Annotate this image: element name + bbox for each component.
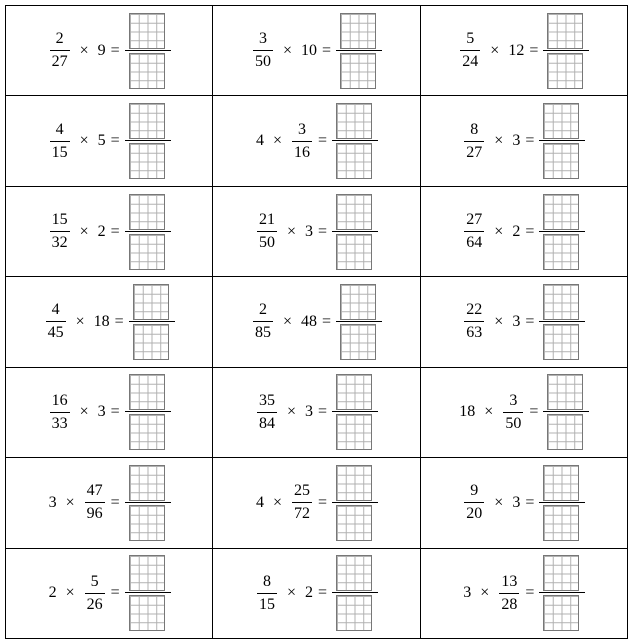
problem-cell xyxy=(213,548,420,638)
numerator: 5 xyxy=(90,572,99,590)
answer-fraction-bar xyxy=(336,321,382,322)
fraction xyxy=(257,212,277,251)
denominator: 15 xyxy=(51,143,68,161)
whole-number: 2 xyxy=(304,584,313,602)
problem-cell xyxy=(213,367,420,457)
problem xyxy=(213,6,419,95)
problem-cell xyxy=(6,367,213,457)
answer-numerator-box[interactable] xyxy=(336,374,372,410)
times-sign: × xyxy=(480,584,490,602)
answer-denominator-box[interactable] xyxy=(129,595,165,631)
expression xyxy=(462,101,585,181)
answer-fraction-bar xyxy=(332,411,378,412)
problem xyxy=(213,368,419,457)
whole-number: 10 xyxy=(300,41,317,59)
equals-sign: = xyxy=(529,41,539,59)
denominator: 28 xyxy=(501,595,518,613)
expression xyxy=(462,282,585,362)
expression xyxy=(462,192,585,272)
fraction xyxy=(85,483,105,522)
answer-fraction xyxy=(332,192,378,272)
whole-number: 3 xyxy=(512,132,521,150)
numerator: 4 xyxy=(51,301,60,319)
denominator: 20 xyxy=(466,505,483,523)
answer-numerator-box[interactable] xyxy=(543,284,579,320)
denominator: 16 xyxy=(293,143,310,161)
numerator: 4 xyxy=(55,120,64,138)
problem-cell xyxy=(213,277,420,367)
whole-number: 9 xyxy=(97,41,106,59)
answer-fraction-bar xyxy=(332,140,378,141)
expression xyxy=(48,553,171,633)
whole-number: 3 xyxy=(463,584,472,602)
answer-fraction-bar xyxy=(332,502,378,503)
problem-cell xyxy=(6,186,213,276)
answer-fraction-bar xyxy=(539,502,585,503)
whole-number: 4 xyxy=(255,493,264,511)
fraction xyxy=(253,31,273,70)
times-sign: × xyxy=(286,584,296,602)
numerator: 9 xyxy=(470,482,479,500)
equals-sign: = xyxy=(525,222,535,240)
equals-sign: = xyxy=(114,312,124,330)
answer-fraction-bar xyxy=(332,231,378,232)
answer-denominator-box[interactable] xyxy=(336,414,372,450)
numerator: 27 xyxy=(466,211,483,229)
equals-sign: = xyxy=(525,132,535,150)
fraction xyxy=(464,122,484,161)
problem xyxy=(213,549,419,638)
answer-numerator-box[interactable] xyxy=(543,194,579,230)
expression xyxy=(48,463,171,543)
fraction xyxy=(503,393,523,432)
problem-cell xyxy=(420,186,627,276)
answer-numerator-box[interactable] xyxy=(129,103,165,139)
times-sign: × xyxy=(75,312,85,330)
answer-denominator-box[interactable] xyxy=(336,505,372,541)
answer-fraction-bar xyxy=(125,502,171,503)
answer-denominator-box[interactable] xyxy=(129,505,165,541)
times-sign: × xyxy=(79,41,89,59)
answer-fraction-bar xyxy=(129,321,175,322)
answer-fraction-bar xyxy=(539,321,585,322)
answer-denominator-box[interactable] xyxy=(129,143,165,179)
problem xyxy=(421,96,627,185)
answer-numerator-box[interactable] xyxy=(340,284,376,320)
answer-denominator-box[interactable] xyxy=(129,234,165,270)
answer-denominator-box[interactable] xyxy=(336,143,372,179)
answer-fraction xyxy=(539,192,585,272)
denominator: 96 xyxy=(86,505,103,523)
worksheet-body xyxy=(6,6,628,639)
answer-fraction-bar xyxy=(336,50,382,51)
answer-fraction-bar xyxy=(539,231,585,232)
denominator: 84 xyxy=(258,414,275,432)
equals-sign: = xyxy=(525,584,535,602)
denominator: 72 xyxy=(293,505,310,523)
answer-numerator-box[interactable] xyxy=(543,465,579,501)
problem xyxy=(6,96,212,185)
problem-cell xyxy=(213,458,420,548)
expression xyxy=(48,192,171,272)
problem xyxy=(6,187,212,276)
denominator: 50 xyxy=(505,414,522,432)
equals-sign: = xyxy=(110,403,120,421)
problem xyxy=(6,6,212,95)
times-sign: × xyxy=(272,493,282,511)
problem xyxy=(6,458,212,547)
numerator: 8 xyxy=(262,572,271,590)
times-sign: × xyxy=(494,493,504,511)
answer-fraction-bar xyxy=(125,50,171,51)
whole-number: 12 xyxy=(508,41,525,59)
equals-sign: = xyxy=(317,132,328,150)
whole-number: 3 xyxy=(97,403,106,421)
problem-row xyxy=(6,186,628,276)
expression xyxy=(255,463,378,543)
fraction xyxy=(253,302,273,341)
equals-sign: = xyxy=(321,41,332,59)
problem-cell xyxy=(420,458,627,548)
whole-number: 18 xyxy=(459,403,476,421)
denominator: 63 xyxy=(466,324,483,342)
expression xyxy=(251,11,382,91)
problem-row xyxy=(6,6,628,96)
answer-fraction xyxy=(539,101,585,181)
times-sign: × xyxy=(484,403,494,421)
numerator: 3 xyxy=(297,120,306,138)
fraction xyxy=(85,574,105,613)
numerator: 25 xyxy=(293,482,310,500)
answer-fraction xyxy=(336,11,382,91)
answer-denominator-box[interactable] xyxy=(340,53,376,89)
answer-fraction xyxy=(332,101,378,181)
whole-number: 3 xyxy=(512,493,521,511)
fraction xyxy=(50,393,70,432)
expression xyxy=(255,372,378,452)
times-sign: × xyxy=(286,222,296,240)
answer-denominator-box[interactable] xyxy=(133,324,169,360)
times-sign: × xyxy=(65,584,75,602)
answer-denominator-box[interactable] xyxy=(340,324,376,360)
answer-numerator-box[interactable] xyxy=(547,374,583,410)
problem-cell xyxy=(420,96,627,186)
fraction xyxy=(50,212,70,251)
answer-numerator-box[interactable] xyxy=(336,465,372,501)
answer-numerator-box[interactable] xyxy=(129,555,165,591)
expression xyxy=(255,192,378,272)
equals-sign: = xyxy=(525,493,535,511)
answer-fraction-bar xyxy=(543,411,589,412)
expression xyxy=(458,11,589,91)
times-sign: × xyxy=(79,222,89,240)
equals-sign: = xyxy=(110,222,120,240)
equals-sign: = xyxy=(317,493,328,511)
answer-numerator-box[interactable] xyxy=(129,465,165,501)
whole-number: 5 xyxy=(97,132,106,150)
answer-denominator-box[interactable] xyxy=(129,53,165,89)
problem xyxy=(421,368,627,457)
answer-denominator-box[interactable] xyxy=(543,324,579,360)
equals-sign: = xyxy=(525,312,535,330)
answer-numerator-box[interactable] xyxy=(336,194,372,230)
equals-sign: = xyxy=(321,312,332,330)
answer-fraction xyxy=(125,463,171,543)
problem-row xyxy=(6,548,628,638)
problem-row xyxy=(6,367,628,457)
answer-denominator-box[interactable] xyxy=(543,143,579,179)
answer-numerator-box[interactable] xyxy=(340,13,376,49)
problem-cell xyxy=(213,186,420,276)
answer-fraction xyxy=(125,553,171,633)
expression xyxy=(251,282,382,362)
answer-fraction xyxy=(125,192,171,272)
answer-fraction xyxy=(125,101,171,181)
answer-numerator-box[interactable] xyxy=(129,13,165,49)
times-sign: × xyxy=(286,403,296,421)
problem xyxy=(421,277,627,366)
problem-cell xyxy=(6,6,213,96)
answer-fraction xyxy=(332,372,378,452)
answer-fraction xyxy=(332,553,378,633)
numerator: 8 xyxy=(470,120,479,138)
problem xyxy=(6,277,212,366)
numerator: 47 xyxy=(86,482,103,500)
fraction xyxy=(257,393,277,432)
equals-sign: = xyxy=(529,403,539,421)
whole-number: 4 xyxy=(255,132,264,150)
whole-number: 3 xyxy=(48,493,57,511)
numerator: 5 xyxy=(466,30,475,48)
answer-numerator-box[interactable] xyxy=(547,13,583,49)
problem xyxy=(213,96,419,185)
fraction xyxy=(464,302,484,341)
answer-fraction-bar xyxy=(332,592,378,593)
numerator: 21 xyxy=(258,211,275,229)
fraction xyxy=(460,31,480,70)
problem-row xyxy=(6,458,628,548)
problem xyxy=(421,6,627,95)
answer-fraction-bar xyxy=(539,592,585,593)
fraction xyxy=(499,574,519,613)
answer-denominator-box[interactable] xyxy=(547,414,583,450)
worksheet-table xyxy=(5,5,628,639)
problem xyxy=(421,458,627,547)
denominator: 85 xyxy=(254,324,271,342)
problem xyxy=(213,458,419,547)
expression xyxy=(458,372,589,452)
problem-cell xyxy=(420,6,627,96)
denominator: 15 xyxy=(258,595,275,613)
expression xyxy=(44,282,175,362)
expression xyxy=(48,372,171,452)
answer-denominator-box[interactable] xyxy=(543,595,579,631)
numerator: 35 xyxy=(258,391,275,409)
times-sign: × xyxy=(494,132,504,150)
denominator: 26 xyxy=(86,595,103,613)
equals-sign: = xyxy=(110,41,120,59)
answer-denominator-box[interactable] xyxy=(543,505,579,541)
denominator: 33 xyxy=(51,414,68,432)
answer-denominator-box[interactable] xyxy=(547,53,583,89)
fraction xyxy=(464,212,484,251)
problem-cell xyxy=(6,96,213,186)
problem xyxy=(6,368,212,457)
whole-number: 3 xyxy=(304,222,313,240)
equals-sign: = xyxy=(110,132,120,150)
fraction xyxy=(50,31,70,70)
answer-numerator-box[interactable] xyxy=(336,103,372,139)
problem xyxy=(6,549,212,638)
answer-fraction xyxy=(539,282,585,362)
fraction xyxy=(292,122,312,161)
times-sign: × xyxy=(494,222,504,240)
answer-numerator-box[interactable] xyxy=(129,374,165,410)
times-sign: × xyxy=(272,132,282,150)
problem-row xyxy=(6,277,628,367)
expression xyxy=(255,101,378,181)
problem-row xyxy=(6,96,628,186)
answer-fraction xyxy=(539,553,585,633)
answer-fraction-bar xyxy=(125,231,171,232)
numerator: 16 xyxy=(51,391,68,409)
numerator: 13 xyxy=(501,572,518,590)
whole-number: 3 xyxy=(512,312,521,330)
problem-cell xyxy=(6,277,213,367)
answer-denominator-box[interactable] xyxy=(129,414,165,450)
fraction xyxy=(292,483,312,522)
numerator: 2 xyxy=(55,30,64,48)
times-sign: × xyxy=(282,312,292,330)
problem-cell xyxy=(213,96,420,186)
denominator: 64 xyxy=(466,234,483,252)
whole-number: 48 xyxy=(300,312,317,330)
expression xyxy=(255,553,378,633)
fraction xyxy=(257,574,277,613)
problem-cell xyxy=(420,277,627,367)
times-sign: × xyxy=(282,41,292,59)
equals-sign: = xyxy=(110,493,120,511)
problem-cell xyxy=(420,367,627,457)
answer-fraction xyxy=(125,11,171,91)
fraction xyxy=(464,483,484,522)
answer-numerator-box[interactable] xyxy=(336,555,372,591)
whole-number: 18 xyxy=(93,312,110,330)
answer-fraction xyxy=(336,282,382,362)
answer-fraction-bar xyxy=(125,592,171,593)
numerator: 22 xyxy=(466,301,483,319)
answer-numerator-box[interactable] xyxy=(543,103,579,139)
expression xyxy=(48,11,171,91)
problem xyxy=(213,277,419,366)
denominator: 50 xyxy=(258,234,275,252)
answer-fraction xyxy=(125,372,171,452)
whole-number: 2 xyxy=(97,222,106,240)
times-sign: × xyxy=(65,493,75,511)
answer-fraction xyxy=(129,282,175,362)
numerator: 15 xyxy=(51,211,68,229)
fraction xyxy=(46,302,66,341)
problem-cell xyxy=(420,548,627,638)
expression xyxy=(462,463,585,543)
numerator: 3 xyxy=(509,391,518,409)
answer-fraction-bar xyxy=(125,140,171,141)
answer-fraction xyxy=(539,463,585,543)
denominator: 50 xyxy=(254,53,271,71)
answer-fraction xyxy=(543,372,589,452)
times-sign: × xyxy=(79,132,89,150)
times-sign: × xyxy=(490,41,500,59)
expression xyxy=(48,101,171,181)
equals-sign: = xyxy=(317,584,328,602)
answer-fraction-bar xyxy=(543,50,589,51)
denominator: 32 xyxy=(51,234,68,252)
whole-number: 2 xyxy=(48,584,57,602)
numerator: 2 xyxy=(258,301,267,319)
equals-sign: = xyxy=(110,584,120,602)
numerator: 3 xyxy=(258,30,267,48)
whole-number: 2 xyxy=(512,222,521,240)
denominator: 24 xyxy=(462,53,479,71)
answer-denominator-box[interactable] xyxy=(543,234,579,270)
denominator: 27 xyxy=(466,143,483,161)
fraction xyxy=(50,122,70,161)
answer-denominator-box[interactable] xyxy=(336,234,372,270)
problem xyxy=(213,187,419,276)
times-sign: × xyxy=(494,312,504,330)
answer-fraction xyxy=(543,11,589,91)
whole-number: 3 xyxy=(304,403,313,421)
answer-fraction xyxy=(332,463,378,543)
times-sign: × xyxy=(79,403,89,421)
answer-fraction-bar xyxy=(539,140,585,141)
denominator: 27 xyxy=(51,53,68,71)
problem xyxy=(421,549,627,638)
answer-numerator-box[interactable] xyxy=(133,284,169,320)
answer-denominator-box[interactable] xyxy=(336,595,372,631)
equals-sign: = xyxy=(317,403,328,421)
answer-numerator-box[interactable] xyxy=(543,555,579,591)
problem-cell xyxy=(6,458,213,548)
problem xyxy=(421,187,627,276)
denominator: 45 xyxy=(47,324,64,342)
problem-cell xyxy=(213,6,420,96)
problem-cell xyxy=(6,548,213,638)
equals-sign: = xyxy=(317,222,328,240)
answer-fraction-bar xyxy=(125,411,171,412)
answer-numerator-box[interactable] xyxy=(129,194,165,230)
expression xyxy=(462,553,585,633)
